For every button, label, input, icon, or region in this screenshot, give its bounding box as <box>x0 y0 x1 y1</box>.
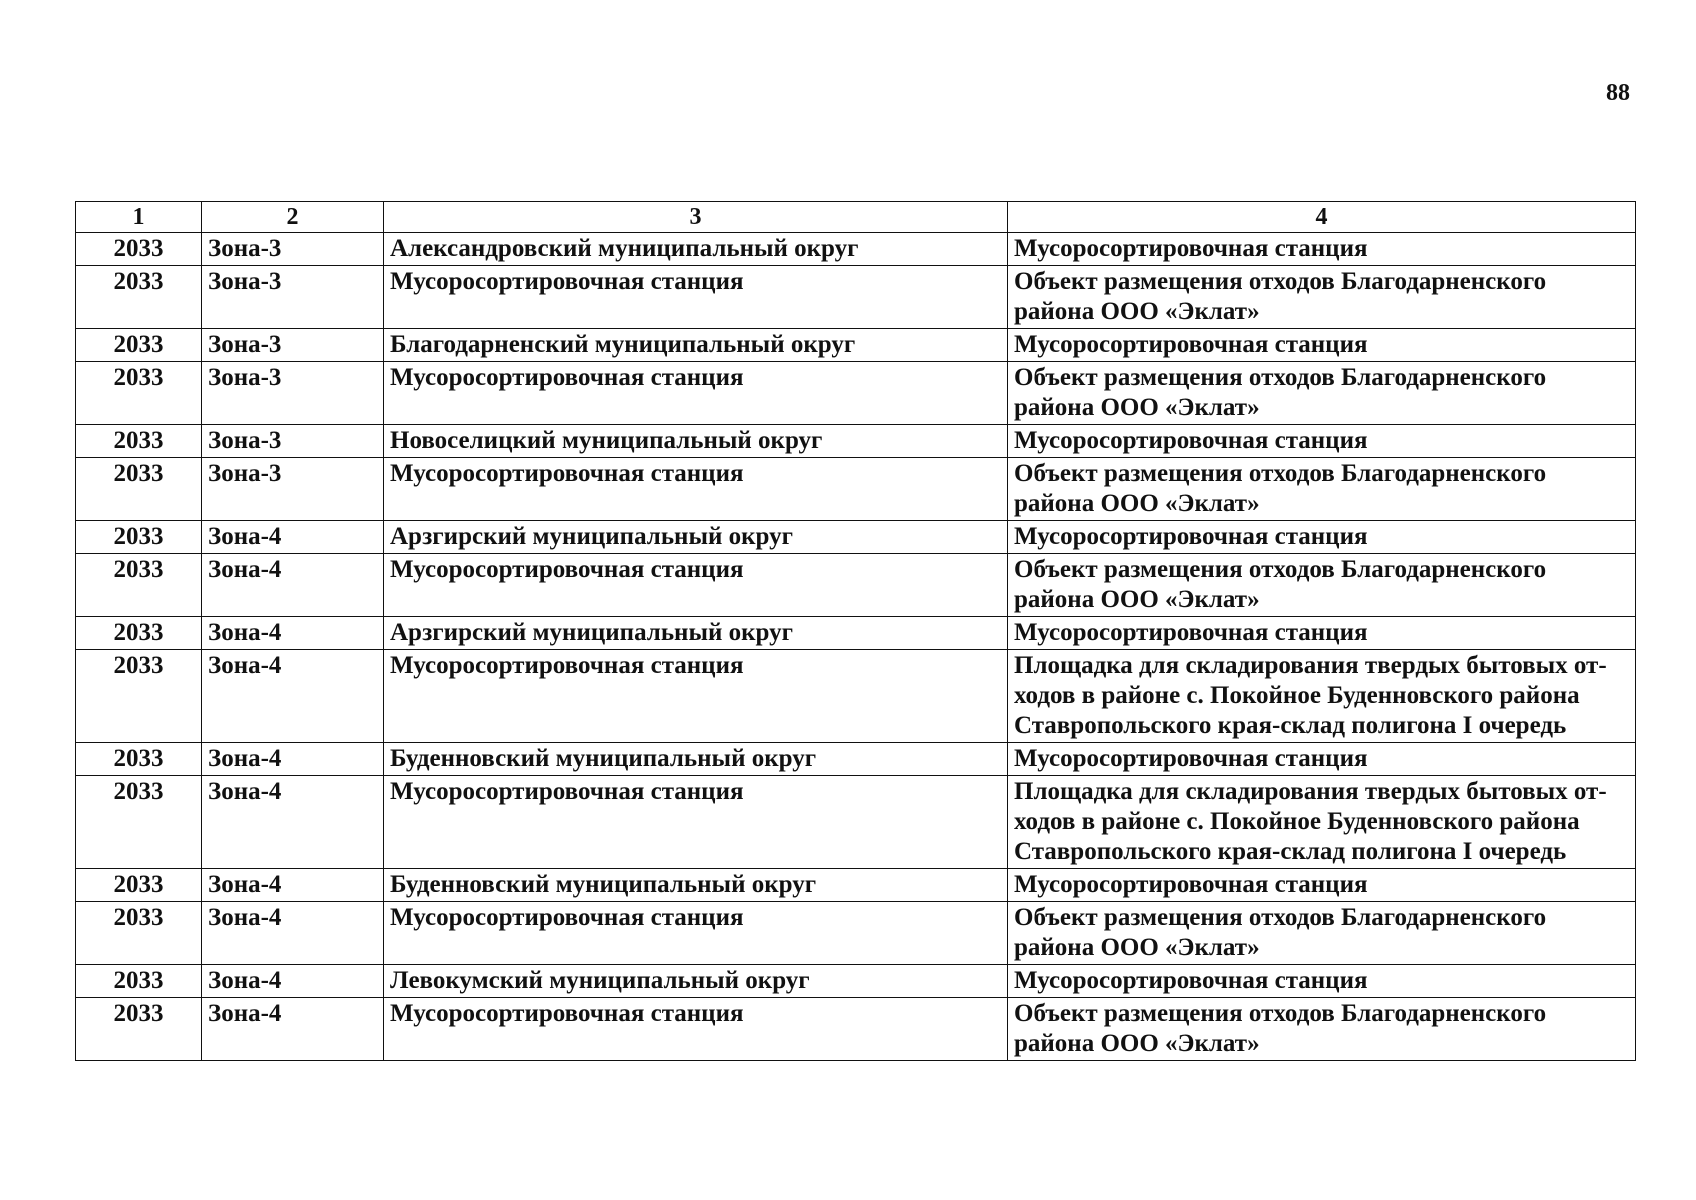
zone-cell: Зона-4 <box>202 743 384 776</box>
table-row <box>76 266 1636 329</box>
table-row <box>76 233 1636 266</box>
zone-cell: Зона-4 <box>202 521 384 554</box>
table-row <box>76 998 1636 1061</box>
destination-cell: Объект размещения отходов Благодарненского района ООО «Эклат» <box>1008 458 1636 521</box>
source-cell: Александровский муниципальный округ <box>384 233 1008 266</box>
table-row <box>76 776 1636 869</box>
zone-cell: Зона-4 <box>202 554 384 617</box>
header-cell: 3 <box>384 202 1008 233</box>
destination-cell: Объект размещения отходов Благодарненского района ООО «Эклат» <box>1008 554 1636 617</box>
zone-cell: Зона-4 <box>202 617 384 650</box>
source-cell: Левокумский муниципальный округ <box>384 965 1008 998</box>
source-cell: Арзгирский муниципальный округ <box>384 617 1008 650</box>
destination-cell: Площадка для складирования твердых бытовых от-ходов в районе с. Покойное Буденновского района Ставропольского края-склад полигона I очередь <box>1008 650 1636 743</box>
source-cell: Мусоросортировочная станция <box>384 266 1008 329</box>
table-row <box>76 650 1636 743</box>
zone-cell: Зона-4 <box>202 776 384 869</box>
source-cell: Мусоросортировочная станция <box>384 650 1008 743</box>
source-cell: Мусоросортировочная станция <box>384 902 1008 965</box>
year-cell: 2033 <box>76 425 202 458</box>
header-cell: 4 <box>1008 202 1636 233</box>
year-cell: 2033 <box>76 554 202 617</box>
source-cell: Мусоросортировочная станция <box>384 458 1008 521</box>
destination-cell: Объект размещения отходов Благодарненского района ООО «Эклат» <box>1008 998 1636 1061</box>
destination-cell: Мусоросортировочная станция <box>1008 617 1636 650</box>
source-cell: Мусоросортировочная станция <box>384 362 1008 425</box>
source-cell: Новоселицкий муниципальный округ <box>384 425 1008 458</box>
year-cell: 2033 <box>76 617 202 650</box>
source-cell: Буденновский муниципальный округ <box>384 869 1008 902</box>
year-cell: 2033 <box>76 233 202 266</box>
destination-cell: Мусоросортировочная станция <box>1008 233 1636 266</box>
header-cell: 2 <box>202 202 384 233</box>
year-cell: 2033 <box>76 458 202 521</box>
table-header-row <box>76 202 1636 233</box>
year-cell: 2033 <box>76 965 202 998</box>
destination-cell: Объект размещения отходов Благодарненского района ООО «Эклат» <box>1008 902 1636 965</box>
table-row <box>76 902 1636 965</box>
source-cell: Мусоросортировочная станция <box>384 554 1008 617</box>
year-cell: 2033 <box>76 743 202 776</box>
year-cell: 2033 <box>76 329 202 362</box>
year-cell: 2033 <box>76 998 202 1061</box>
table-row <box>76 965 1636 998</box>
source-cell: Буденновский муниципальный округ <box>384 743 1008 776</box>
year-cell: 2033 <box>76 650 202 743</box>
table-row <box>76 521 1636 554</box>
zone-cell: Зона-4 <box>202 650 384 743</box>
destination-cell: Мусоросортировочная станция <box>1008 329 1636 362</box>
destination-cell: Мусоросортировочная станция <box>1008 965 1636 998</box>
source-cell: Мусоросортировочная станция <box>384 776 1008 869</box>
table-row <box>76 458 1636 521</box>
source-cell: Мусоросортировочная станция <box>384 998 1008 1061</box>
table-row <box>76 743 1636 776</box>
table-row <box>76 425 1636 458</box>
zone-cell: Зона-3 <box>202 233 384 266</box>
destination-cell: Мусоросортировочная станция <box>1008 743 1636 776</box>
table-row <box>76 554 1636 617</box>
destination-cell: Мусоросортировочная станция <box>1008 521 1636 554</box>
zone-cell: Зона-4 <box>202 998 384 1061</box>
source-cell: Благодарненский муниципальный округ <box>384 329 1008 362</box>
year-cell: 2033 <box>76 266 202 329</box>
destination-cell: Площадка для складирования твердых бытовых от-ходов в районе с. Покойное Буденновского района Ставропольского края-склад полигона I очередь <box>1008 776 1636 869</box>
year-cell: 2033 <box>76 902 202 965</box>
table-row <box>76 869 1636 902</box>
zone-cell: Зона-3 <box>202 458 384 521</box>
zone-cell: Зона-4 <box>202 869 384 902</box>
zone-cell: Зона-4 <box>202 902 384 965</box>
zone-cell: Зона-3 <box>202 362 384 425</box>
zone-cell: Зона-4 <box>202 965 384 998</box>
destination-cell: Мусоросортировочная станция <box>1008 425 1636 458</box>
year-cell: 2033 <box>76 521 202 554</box>
page-number: 88 <box>1606 80 1630 106</box>
data-table <box>75 201 1636 1061</box>
year-cell: 2033 <box>76 362 202 425</box>
table-row <box>76 617 1636 650</box>
zone-cell: Зона-3 <box>202 425 384 458</box>
source-cell: Арзгирский муниципальный округ <box>384 521 1008 554</box>
zone-cell: Зона-3 <box>202 266 384 329</box>
zone-cell: Зона-3 <box>202 329 384 362</box>
destination-cell: Объект размещения отходов Благодарненского района ООО «Эклат» <box>1008 362 1636 425</box>
header-cell: 1 <box>76 202 202 233</box>
year-cell: 2033 <box>76 776 202 869</box>
destination-cell: Мусоросортировочная станция <box>1008 869 1636 902</box>
year-cell: 2033 <box>76 869 202 902</box>
table-row <box>76 329 1636 362</box>
destination-cell: Объект размещения отходов Благодарненского района ООО «Эклат» <box>1008 266 1636 329</box>
table-row <box>76 362 1636 425</box>
